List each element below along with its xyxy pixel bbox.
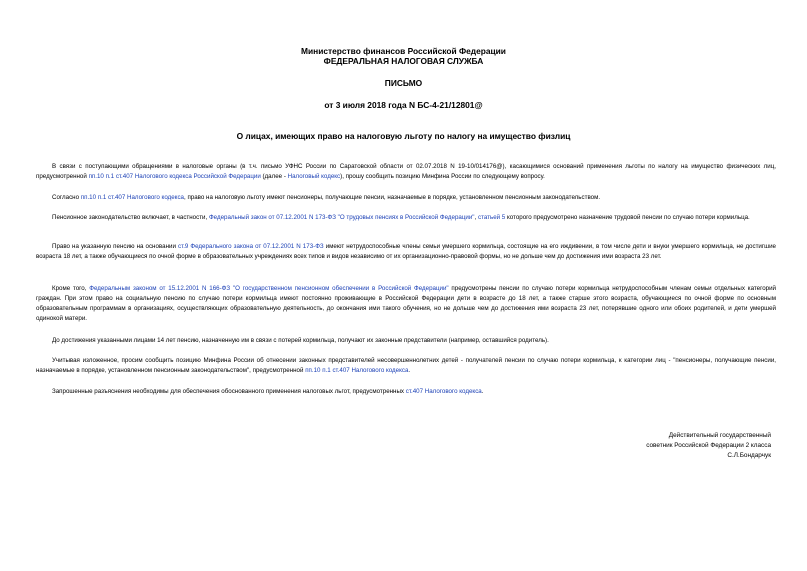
link-nalogovyj-kodeks[interactable]: Налоговый кодекс: [287, 173, 341, 180]
link-st9-173fz[interactable]: ст.9 Федерального закона от 07.12.2001 N 173-ФЗ: [177, 243, 324, 250]
link-pp10-p1-st407-nk-rf[interactable]: пп.10 п.1 ст.407 Налогового кодекса Российской Федерации: [88, 173, 261, 180]
paragraph-8: [36, 387, 776, 397]
paragraph-7-text-2: .: [408, 367, 411, 374]
paragraph-7-text: Учитывая изложенное, просим сообщить позицию Минфина России об отнесении законных представителей несовершеннолетних детей - получателей пенсии по случаю потери кормильца, к категории лиц - "пенсионеры, получающие пенсии, назначаемые в порядке, установленном пенсионным законодательством", предусмотренной: [36, 357, 776, 374]
paragraph-8-text: Запрошенные разъяснения необходимы для обеспечения обоснованного применения налоговых льгот, предусмотренных: [52, 388, 406, 395]
link-federal-law-166fz[interactable]: Федеральным законом от 15.12.2001 N 166-ФЗ "О государственном пенсионном обеспечении в Российской Федерации": [89, 285, 449, 292]
link-pp10-p1-st407-nk-2[interactable]: пп.10 п.1 ст.407 Налогового кодекса: [305, 367, 409, 374]
document-type: ПИСЬМО: [384, 78, 423, 88]
link-federal-law-173fz[interactable]: Федеральный закон от 07.12.2001 N 173-ФЗ "О трудовых пенсиях в Российской Федерации": [208, 214, 475, 221]
signatory-name: С.Л.Бондарчук: [727, 452, 771, 459]
paragraph-4: [36, 242, 776, 262]
paragraph-5-text-2: предусмотрены пенсии по случаю потери кормильца нетрудоспособным членам семьи отдельных категорий граждан. При этом право на социальную пенсию по случаю потери кормильца имеют постоянно проживающие в Российской Федерации дети в возрасте до 18 лет, а также старше этого возраста, обучающиеся по очной форме по основным образовательным программам в организациях, осуществляющих образовательную деятельность, до окончания ими такого обучения, но не дольше чем до достижения ими возраста 23 лет, потерявшие одного или обоих родителей, и дети умершей одинокой матери.: [36, 285, 777, 322]
link-article-5[interactable]: статьей 5: [477, 214, 506, 221]
paragraph-8-text-2: .: [481, 388, 484, 395]
paragraph-3: [36, 213, 776, 223]
paragraph-3-text-2: ,: [474, 214, 478, 221]
signature-title-line-2: советник Российской Федерации 2 класса: [646, 442, 771, 449]
paragraph-5-text: Кроме того,: [52, 285, 90, 292]
paragraph-2-text-2: , право на налоговую льготу имеют пенсионеры, получающие пенсии, назначаемые в порядке, установленном пенсионным законодательством.: [184, 194, 601, 201]
paragraph-2-text: Согласно: [52, 194, 81, 201]
document-subject: О лицах, имеющих право на налоговую льготу по налогу на имущество физлиц: [236, 131, 571, 141]
paragraph-4-text: Право на указанную пенсию на основании: [52, 243, 178, 250]
paragraph-3-text: Пенсионное законодательство включает, в частности,: [52, 214, 209, 221]
paragraph-1-text: В связи с поступающими обращениями в налоговые органы (в т.ч. письмо УФНС России по Саратовской области от 02.07.2018 N 19-10/014176@), касающимися оснований применения льготы по налогу на имущество физических лиц, предусмотренной: [36, 163, 776, 180]
paragraph-3-text-3: которого предусмотрено назначение трудовой пенсии по случаю потери кормильца.: [505, 214, 750, 221]
paragraph-5: [36, 284, 776, 324]
paragraph-7: [36, 356, 776, 376]
signature-title-line-1: Действительный государственный: [668, 432, 771, 439]
paragraph-1-text-2: (далее -: [260, 173, 288, 180]
paragraph-4-text-2: имеют нетрудоспособные члены семьи умершего кормильца, состоящие на его иждивении, в том числе дети и внуки умершего кормильца, не достигшие возраста 18 лет, а также обучающиеся по очной форме в образовательных учреждениях всех типов и видов независимо от их организационно-правовой формы, но не дольше чем до достижения ими возраста 23 лет.: [36, 243, 776, 260]
link-pp10-p1-st407-nk[interactable]: пп.10 п.1 ст.407 Налогового кодекса: [80, 194, 184, 201]
service-name: ФЕДЕРАЛЬНАЯ НАЛОГОВАЯ СЛУЖБА: [323, 56, 484, 66]
signature-block: [551, 431, 771, 461]
ministry-name: Министерство финансов Российской Федерации: [301, 46, 506, 56]
document-number: от 3 июля 2018 года N БС-4-21/12801@: [324, 100, 483, 110]
paragraph-6: До достижения указанными лицами 14 лет пенсию, назначенную им в связи с потерей кормильца, получают их законные представители (например, оставшийся родитель).: [52, 337, 549, 344]
paragraph-2: [36, 193, 776, 203]
link-st407-nk[interactable]: ст.407 Налогового кодекса: [405, 388, 482, 395]
paragraph-1-text-3: ), прошу сообщить позицию Минфина России по следующему вопросу.: [340, 173, 545, 180]
paragraph-1: [36, 162, 776, 182]
